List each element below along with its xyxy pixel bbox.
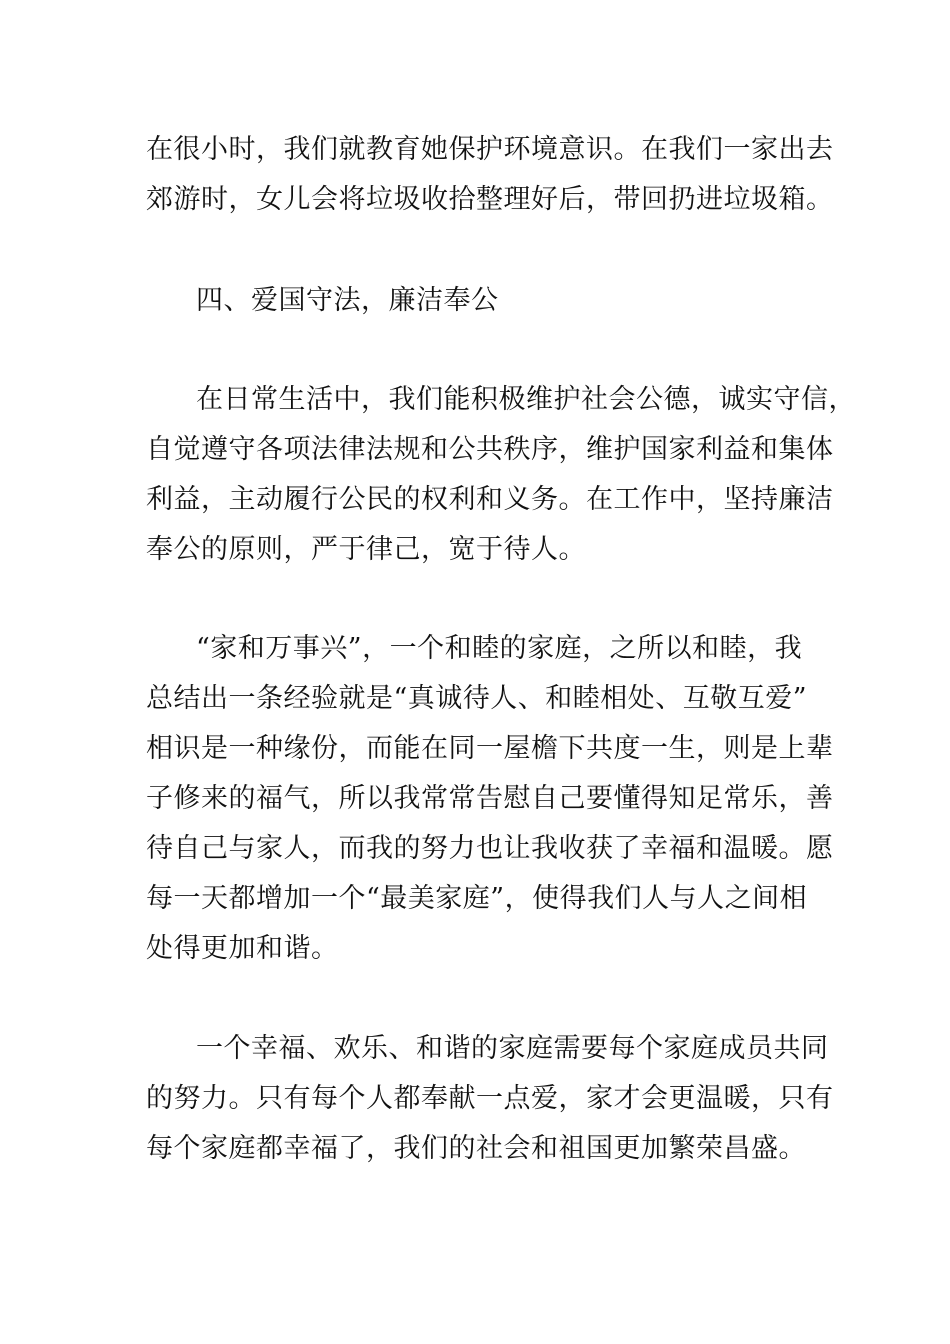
paragraph-line: 的努力。只有每个人都奉献一点爱，家才会更温暖，只有 bbox=[146, 1083, 834, 1114]
paragraph-line: “家和万事兴”，一个和睦的家庭，之所以和睦，我 bbox=[196, 633, 803, 664]
paragraph-line: 每一天都增加一个“最美家庭”，使得我们人与人之间相 bbox=[146, 883, 808, 914]
paragraph-line: 总结出一条经验就是“真诚待人、和睦相处、互敬互爱” bbox=[146, 683, 808, 714]
paragraph-line: 处得更加和谐。 bbox=[146, 933, 339, 964]
paragraph-line: 待自己与家人，而我的努力也让我收获了幸福和温暖。愿 bbox=[146, 833, 834, 864]
paragraph-line: 一个幸福、欢乐、和谐的家庭需要每个家庭成员共同 bbox=[196, 1033, 829, 1064]
paragraph-line: 在很小时，我们就教育她保护环境意识。在我们一家出去 bbox=[146, 134, 834, 165]
paragraph-line: 郊游时，女儿会将垃圾收拾整理好后，带回扔进垃圾箱。 bbox=[146, 184, 834, 215]
paragraph-line: 利益，主动履行公民的权利和义务。在工作中，坚持廉洁 bbox=[146, 484, 834, 515]
paragraph-line: 子修来的福气，所以我常常告慰自己要懂得知足常乐，善 bbox=[146, 783, 834, 814]
section-heading: 四、爱国守法，廉洁奉公 bbox=[196, 285, 499, 316]
paragraph-line: 自觉遵守各项法律法规和公共秩序，维护国家利益和集体 bbox=[146, 434, 834, 465]
paragraph-line: 相识是一种缘份，而能在同一屋檐下共度一生，则是上辈 bbox=[146, 733, 834, 764]
paragraph-line: 每个家庭都幸福了，我们的社会和祖国更加繁荣昌盛。 bbox=[146, 1133, 806, 1164]
paragraph-line: 在日常生活中，我们能积极维护社会公德，诚实守信， bbox=[196, 384, 856, 415]
paragraph-line: 奉公的原则，严于律己，宽于待人。 bbox=[146, 534, 586, 565]
